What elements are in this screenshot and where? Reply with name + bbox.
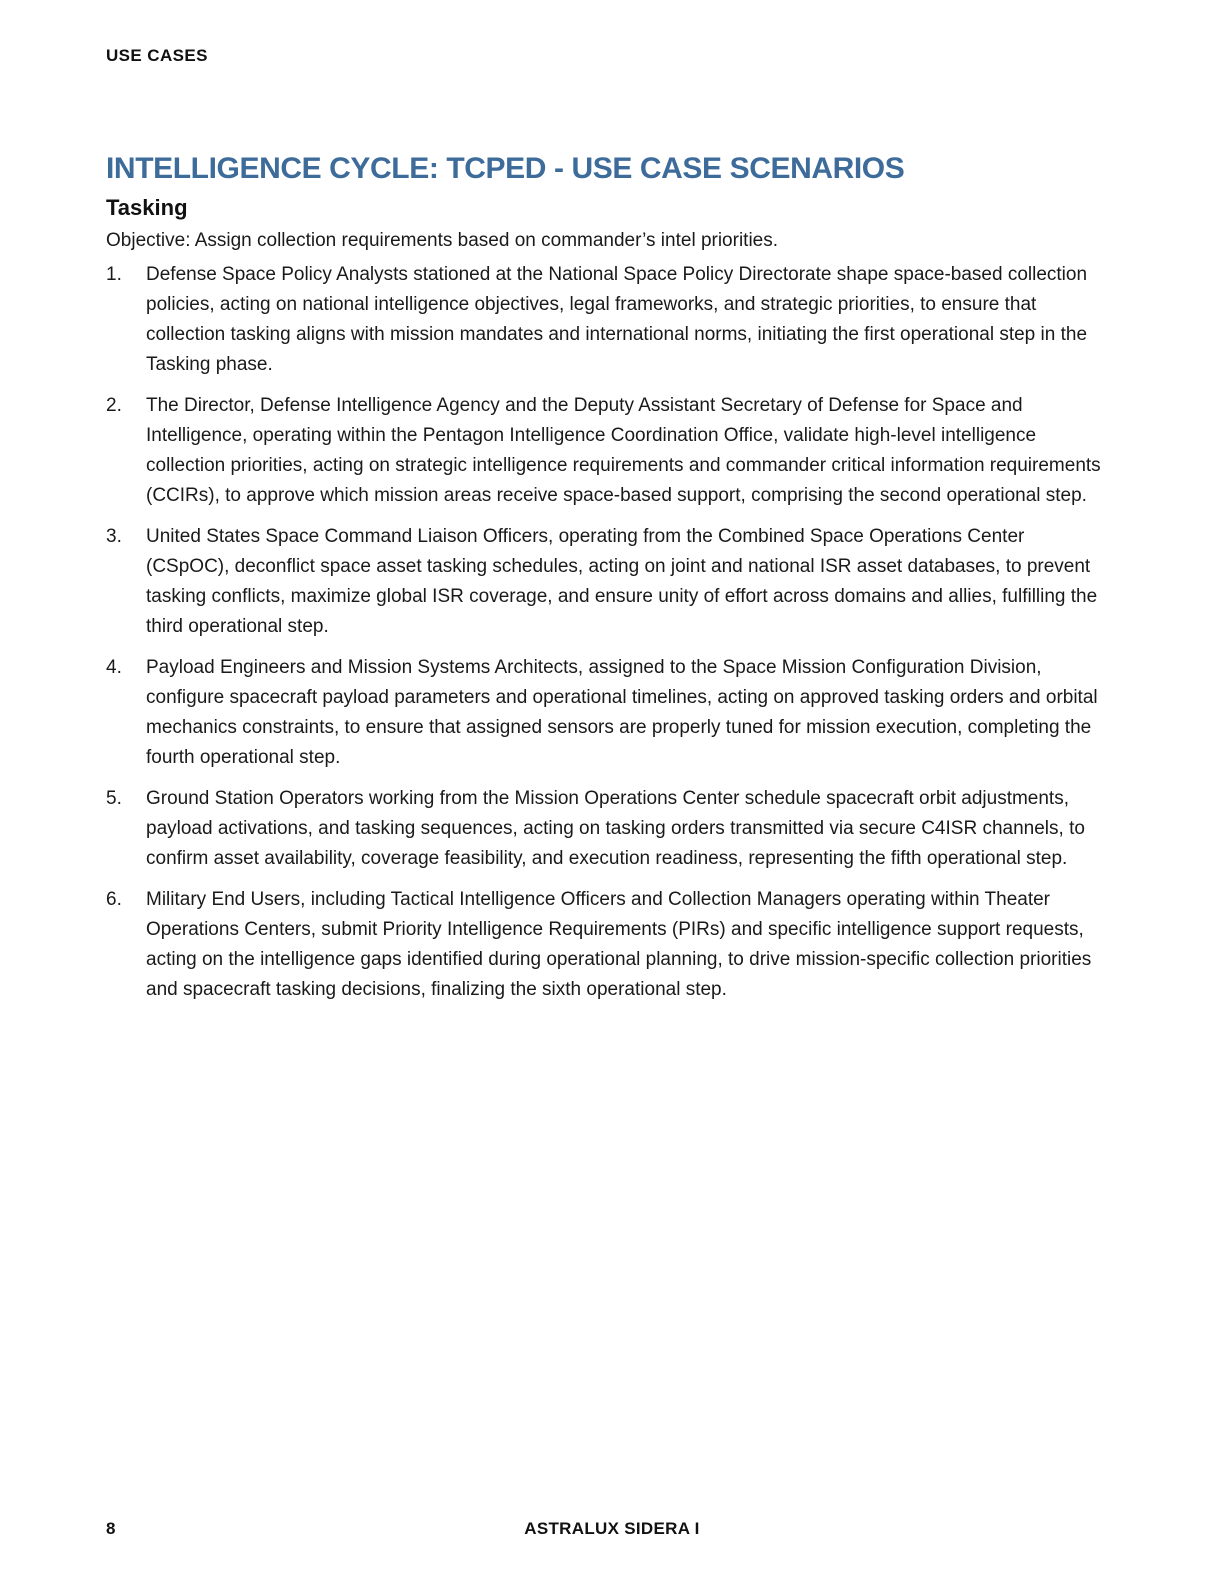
- objective-text: Objective: Assign collection requirements based on commander’s intel priorities.: [106, 230, 779, 251]
- list-item: [106, 653, 1111, 773]
- page-title: INTELLIGENCE CYCLE: TCPED - USE CASE SCENARIOS: [106, 152, 905, 185]
- list-item-number: 3.: [106, 526, 122, 547]
- list-item-text: The Director, Defense Intelligence Agency and the Deputy Assistant Secretary of Defense for Space and Intelligence, operating within the Pentagon Intelligence Coordination Office, validate high-level intelligence collection priorities, acting on strategic intelligence requirements and commander critical information requirements (CCIRs), to approve which mission areas receive space-based support, comprising the second operational step.: [146, 395, 1101, 506]
- list-item-number: 4.: [106, 657, 122, 678]
- footer-doc-title: ASTRALUX SIDERA I: [524, 1519, 700, 1538]
- list-item-text: United States Space Command Liaison Officers, operating from the Combined Space Operations Center (CSpOC), deconflict space asset tasking schedules, acting on joint and national ISR asset databases, to prevent tasking conflicts, maximize global ISR coverage, and ensure unity of effort across domains and allies, fulfilling the third operational step.: [146, 526, 1098, 637]
- list-item: [106, 522, 1111, 642]
- running-header: USE CASES: [106, 46, 208, 65]
- list-item-text: Defense Space Policy Analysts stationed at the National Space Policy Directorate shape space-based collection policies, acting on national intelligence objectives, legal frameworks, and strategic priorities, to ensure that collection tasking aligns with mission mandates and international norms, initiating the first operational step in the Tasking phase.: [146, 264, 1088, 375]
- list-item: [106, 784, 1111, 874]
- list-item-number: 6.: [106, 889, 122, 910]
- list-item: [106, 260, 1111, 380]
- section-heading-tasking: Tasking: [106, 195, 188, 220]
- list-item: [106, 391, 1111, 511]
- list-item-text: Ground Station Operators working from the Mission Operations Center schedule spacecraft orbit adjustments, payload activations, and tasking sequences, acting on tasking orders transmitted via secure C4ISR channels, to confirm asset availability, coverage feasibility, and execution readiness, representing the fifth operational step.: [146, 788, 1085, 869]
- list-item-number: 2.: [106, 395, 122, 416]
- footer-page-number: 8: [106, 1519, 116, 1538]
- list-item-text: Payload Engineers and Mission Systems Architects, assigned to the Space Mission Configuration Division, configure spacecraft payload parameters and operational timelines, acting on approved tasking orders and orbital mechanics constraints, to ensure that assigned sensors are properly tuned for mission execution, completing the fourth operational step.: [146, 657, 1098, 768]
- list-item-number: 1.: [106, 264, 122, 285]
- list-item-number: 5.: [106, 788, 122, 809]
- use-case-list: [106, 260, 1111, 1005]
- list-item: [106, 885, 1111, 1005]
- list-item-text: Military End Users, including Tactical Intelligence Officers and Collection Managers operating within Theater Operations Centers, submit Priority Intelligence Requirements (PIRs) and specific intelligence support requests, acting on the intelligence gaps identified during operational planning, to drive mission-specific collection priorities and spacecraft tasking decisions, finalizing the sixth operational step.: [146, 889, 1092, 1000]
